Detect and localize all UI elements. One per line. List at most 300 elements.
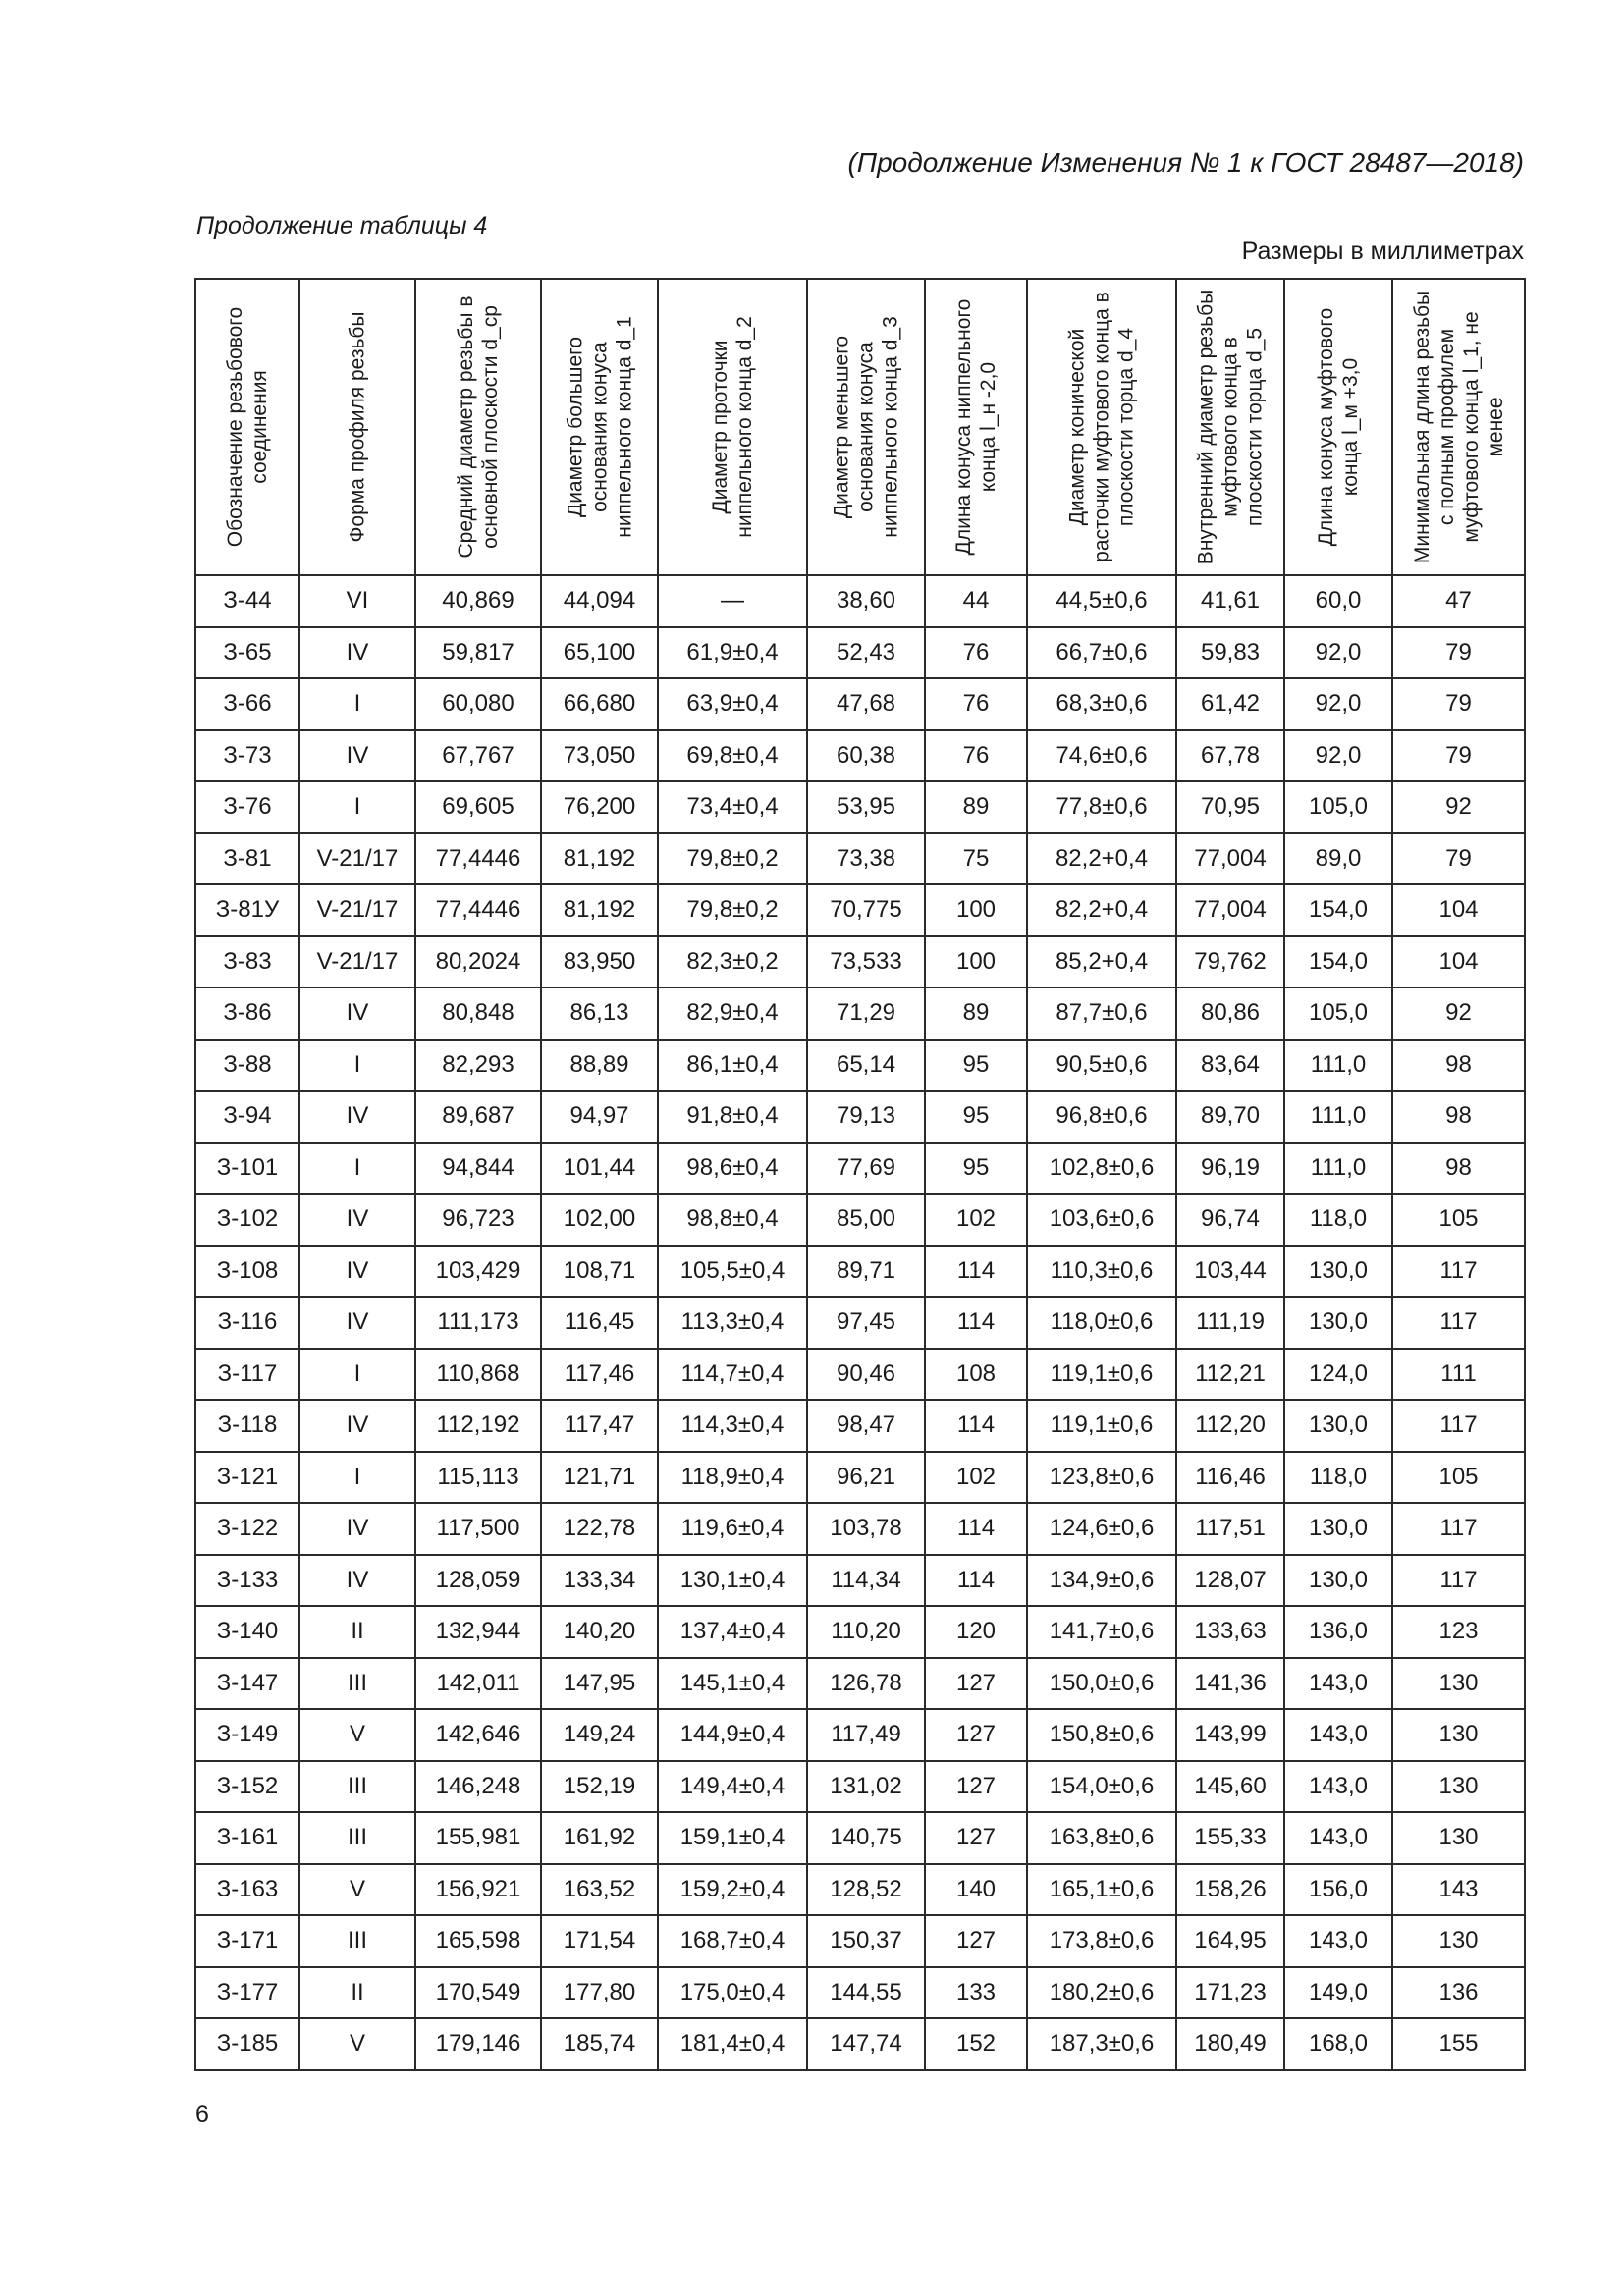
table-cell: 130 (1392, 1709, 1525, 1761)
table-cell: 159,2±0,4 (658, 1864, 807, 1916)
table-cell: З-65 (195, 627, 299, 679)
table-cell: 114,34 (807, 1555, 925, 1607)
table-cell: 96,74 (1176, 1194, 1284, 1246)
table-cell: 112,20 (1176, 1400, 1284, 1452)
table-cell: 44 (925, 575, 1027, 627)
table-cell: 114,3±0,4 (658, 1400, 807, 1452)
table-cell: 98 (1392, 1040, 1525, 1092)
table-body (195, 575, 1525, 2070)
col-header-d4 (1027, 279, 1176, 575)
table-row (195, 1915, 1525, 1967)
table-cell: З-44 (195, 575, 299, 627)
table-cell: III (299, 1658, 415, 1710)
table-cell: 150,0±0,6 (1027, 1658, 1176, 1710)
table-cell: 96,21 (807, 1452, 925, 1504)
table-cell: 105,0 (1284, 781, 1392, 833)
col-header-d2-text: Диаметр проточки ниппельного конца d_2 (709, 316, 756, 538)
table-cell: 68,3±0,6 (1027, 678, 1176, 730)
table-cell: 95 (925, 1091, 1027, 1143)
table-cell: 152,19 (541, 1761, 658, 1813)
table-cell: V (299, 1709, 415, 1761)
table-cell: 119,1±0,6 (1027, 1400, 1176, 1452)
table-cell: IV (299, 988, 415, 1040)
table-cell: 98 (1392, 1091, 1525, 1143)
table-cell: 100 (925, 936, 1027, 988)
table-cell: II (299, 1967, 415, 2019)
col-header-dcp (415, 279, 541, 575)
table-cell: 110,20 (807, 1606, 925, 1658)
table-cell: 164,95 (1176, 1915, 1284, 1967)
table-cell: IV (299, 1297, 415, 1349)
table-cell: З-81У (195, 884, 299, 936)
table-cell: 187,3±0,6 (1027, 2018, 1176, 2070)
table-cell: 185,74 (541, 2018, 658, 2070)
table-cell: 63,9±0,4 (658, 678, 807, 730)
table-row (195, 730, 1525, 782)
table-cell: 179,146 (415, 2018, 541, 2070)
table-cell: 112,21 (1176, 1349, 1284, 1401)
table-cell: 145,60 (1176, 1761, 1284, 1813)
table-cell: З-117 (195, 1349, 299, 1401)
table-cell: 96,723 (415, 1194, 541, 1246)
table-cell: 141,36 (1176, 1658, 1284, 1710)
table-caption: Продолжение таблицы 4 (196, 212, 488, 240)
table-cell: 85,00 (807, 1194, 925, 1246)
table-row (195, 1606, 1525, 1658)
table-cell: 114 (925, 1503, 1027, 1555)
col-header-ln (925, 279, 1027, 575)
table-cell: I (299, 1143, 415, 1195)
table-cell: 103,78 (807, 1503, 925, 1555)
table-cell: 155,33 (1176, 1812, 1284, 1864)
table-cell: 113,3±0,4 (658, 1297, 807, 1349)
table-cell: 103,6±0,6 (1027, 1194, 1176, 1246)
table-cell: 124,6±0,6 (1027, 1503, 1176, 1555)
table-cell: 141,7±0,6 (1027, 1606, 1176, 1658)
thread-dimensions-table (194, 278, 1526, 2071)
table-cell: 130,0 (1284, 1503, 1392, 1555)
table-cell: 117 (1392, 1555, 1525, 1607)
col-header-dcp-text: Средний диаметр резьбы в основной плоскости d_ср (455, 295, 502, 559)
table-cell: 128,52 (807, 1864, 925, 1916)
table-cell: 75 (925, 833, 1027, 885)
table-cell: 136 (1392, 1967, 1525, 2019)
table-cell: 132,944 (415, 1606, 541, 1658)
table-cell: З-149 (195, 1709, 299, 1761)
table-cell: 168,7±0,4 (658, 1915, 807, 1967)
table-cell: 74,6±0,6 (1027, 730, 1176, 782)
table-cell: 143,99 (1176, 1709, 1284, 1761)
table-cell: 117,49 (807, 1709, 925, 1761)
table-cell: З-161 (195, 1812, 299, 1864)
col-header-lm (1284, 279, 1392, 575)
table-cell: 77,004 (1176, 833, 1284, 885)
col-header-profile (299, 279, 415, 575)
table-cell: 61,9±0,4 (658, 627, 807, 679)
table-cell: 143,0 (1284, 1915, 1392, 1967)
table-cell: I (299, 678, 415, 730)
table-cell: I (299, 781, 415, 833)
table-cell: 73,533 (807, 936, 925, 988)
table-cell: З-81 (195, 833, 299, 885)
table-cell: 85,2+0,4 (1027, 936, 1176, 988)
table-cell: 83,950 (541, 936, 658, 988)
table-row (195, 575, 1525, 627)
table-cell: IV (299, 1503, 415, 1555)
col-header-designation-text: Обозначение резьбового соединения (224, 306, 271, 548)
table-cell: 80,2024 (415, 936, 541, 988)
table-cell: 77,69 (807, 1143, 925, 1195)
table-cell: 100 (925, 884, 1027, 936)
table-row (195, 2018, 1525, 2070)
table-cell: 181,4±0,4 (658, 2018, 807, 2070)
table-cell: 130 (1392, 1812, 1525, 1864)
table-cell: 92,0 (1284, 627, 1392, 679)
table-cell: 73,050 (541, 730, 658, 782)
table-cell: 126,78 (807, 1658, 925, 1710)
table-cell: 70,775 (807, 884, 925, 936)
table-cell: 103,44 (1176, 1246, 1284, 1298)
table-cell: 59,817 (415, 627, 541, 679)
table-cell: 89,71 (807, 1246, 925, 1298)
table-cell: 123,8±0,6 (1027, 1452, 1176, 1504)
table-cell: 79 (1392, 627, 1525, 679)
table-cell: 117,46 (541, 1349, 658, 1401)
table-cell: 103,429 (415, 1246, 541, 1298)
table-cell: 154,0 (1284, 936, 1392, 988)
table-cell: 77,4446 (415, 833, 541, 885)
table-cell: 140,75 (807, 1812, 925, 1864)
table-cell: 79 (1392, 678, 1525, 730)
table-cell: 119,1±0,6 (1027, 1349, 1176, 1401)
table-cell: 92 (1392, 781, 1525, 833)
table-cell: 97,45 (807, 1297, 925, 1349)
table-cell: 175,0±0,4 (658, 1967, 807, 2019)
table-cell: З-116 (195, 1297, 299, 1349)
table-cell: 168,0 (1284, 2018, 1392, 2070)
table-cell: 155 (1392, 2018, 1525, 2070)
table-cell: V-21/17 (299, 884, 415, 936)
table-cell: 92 (1392, 988, 1525, 1040)
col-header-l1 (1392, 279, 1525, 575)
table-cell: 44,5±0,6 (1027, 575, 1176, 627)
table-cell: 70,95 (1176, 781, 1284, 833)
table-cell: 154,0 (1284, 884, 1392, 936)
table-row (195, 833, 1525, 885)
table-cell: 121,71 (541, 1452, 658, 1504)
table-cell: 110,3±0,6 (1027, 1246, 1176, 1298)
table-cell: 89,0 (1284, 833, 1392, 885)
table-cell: 155,981 (415, 1812, 541, 1864)
table-row (195, 1555, 1525, 1607)
table-cell: 82,3±0,2 (658, 936, 807, 988)
table-cell: 98 (1392, 1143, 1525, 1195)
table-cell: 82,2+0,4 (1027, 833, 1176, 885)
table-row (195, 884, 1525, 936)
table-cell: 91,8±0,4 (658, 1091, 807, 1143)
table-cell: 170,549 (415, 1967, 541, 2019)
table-cell: 77,8±0,6 (1027, 781, 1176, 833)
table-cell: 180,49 (1176, 2018, 1284, 2070)
table-cell: 82,293 (415, 1040, 541, 1092)
table-cell: 65,100 (541, 627, 658, 679)
table-cell: 156,0 (1284, 1864, 1392, 1916)
table-cell: З-171 (195, 1915, 299, 1967)
table-cell: 180,2±0,6 (1027, 1967, 1176, 2019)
table-cell: 60,0 (1284, 575, 1392, 627)
table-cell: 165,598 (415, 1915, 541, 1967)
table-cell: 165,1±0,6 (1027, 1864, 1176, 1916)
units-note: Размеры в миллиметрах (1241, 238, 1524, 265)
table-cell: 47 (1392, 575, 1525, 627)
col-header-ln-text: Длина конуса ниппельного конца l_н -2,0 (952, 298, 1000, 556)
table-cell: 128,07 (1176, 1555, 1284, 1607)
table-cell: IV (299, 627, 415, 679)
table-cell: 79,13 (807, 1091, 925, 1143)
table-cell: 117,47 (541, 1400, 658, 1452)
table-cell: I (299, 1452, 415, 1504)
table-cell: 105,5±0,4 (658, 1246, 807, 1298)
table-cell: 98,6±0,4 (658, 1143, 807, 1195)
table-cell: 122,78 (541, 1503, 658, 1555)
table-cell: 149,0 (1284, 1967, 1392, 2019)
table-row (195, 1864, 1525, 1916)
table-cell: З-88 (195, 1040, 299, 1092)
table-cell: 67,767 (415, 730, 541, 782)
table-cell: 114 (925, 1400, 1027, 1452)
col-header-d1-text: Диаметр большего основания конуса ниппельного конца d_1 (564, 316, 635, 538)
table-cell: III (299, 1812, 415, 1864)
table-cell: 149,4±0,4 (658, 1761, 807, 1813)
table-cell: I (299, 1349, 415, 1401)
table-cell: З-66 (195, 678, 299, 730)
table-cell: 163,52 (541, 1864, 658, 1916)
table-cell: 118,0 (1284, 1194, 1392, 1246)
table-cell: IV (299, 1555, 415, 1607)
table-cell: 111,0 (1284, 1091, 1392, 1143)
table-cell: 173,8±0,6 (1027, 1915, 1176, 1967)
table-cell: З-102 (195, 1194, 299, 1246)
col-header-d4-text: Диаметр конической расточки муфтового конца в плоскости торца d_4 (1065, 292, 1138, 562)
table-cell: V (299, 2018, 415, 2070)
table-row (195, 1967, 1525, 2019)
col-header-d5-text: Внутренний диаметр резьбы муфтового конца в плоскости торца d_5 (1194, 289, 1267, 565)
table-cell: 119,6±0,4 (658, 1503, 807, 1555)
table-cell: 130,0 (1284, 1555, 1392, 1607)
col-header-designation (195, 279, 299, 575)
table-cell: 124,0 (1284, 1349, 1392, 1401)
header-row (195, 279, 1525, 575)
table-cell: 127 (925, 1709, 1027, 1761)
table-cell: З-147 (195, 1658, 299, 1710)
table-cell: V-21/17 (299, 833, 415, 885)
table-cell: 101,44 (541, 1143, 658, 1195)
table-cell: 65,14 (807, 1040, 925, 1092)
table-cell: 82,2+0,4 (1027, 884, 1176, 936)
table-row (195, 1246, 1525, 1298)
table-cell: III (299, 1761, 415, 1813)
table-cell: 143,0 (1284, 1709, 1392, 1761)
table-cell: 79,8±0,2 (658, 884, 807, 936)
table-row (195, 988, 1525, 1040)
table-cell: VI (299, 575, 415, 627)
table-cell: 154,0±0,6 (1027, 1761, 1176, 1813)
table-cell: 144,55 (807, 1967, 925, 2019)
col-header-d2 (658, 279, 807, 575)
table-cell: 105 (1392, 1194, 1525, 1246)
table-cell: З-86 (195, 988, 299, 1040)
table-cell: 81,192 (541, 884, 658, 936)
table-cell: 92,0 (1284, 730, 1392, 782)
table-cell: 69,605 (415, 781, 541, 833)
table-cell: 118,0 (1284, 1452, 1392, 1504)
table-cell: 81,192 (541, 833, 658, 885)
table-cell: 114 (925, 1246, 1027, 1298)
table-cell: 102,00 (541, 1194, 658, 1246)
table-cell: IV (299, 730, 415, 782)
col-header-d1 (541, 279, 658, 575)
table-cell: 73,38 (807, 833, 925, 885)
table-cell: 140,20 (541, 1606, 658, 1658)
table-cell: 156,921 (415, 1864, 541, 1916)
table-cell: 177,80 (541, 1967, 658, 2019)
table-row (195, 1709, 1525, 1761)
table-cell: 152 (925, 2018, 1027, 2070)
table-cell: 130,0 (1284, 1400, 1392, 1452)
table-cell: V (299, 1864, 415, 1916)
col-header-d5 (1176, 279, 1284, 575)
table-cell: 108,71 (541, 1246, 658, 1298)
table-cell: 127 (925, 1812, 1027, 1864)
table-cell: 89 (925, 988, 1027, 1040)
table-cell: 133 (925, 1967, 1027, 2019)
table-cell: З-76 (195, 781, 299, 833)
table-cell: 117,51 (1176, 1503, 1284, 1555)
table-cell: 127 (925, 1761, 1027, 1813)
col-header-d3-text: Диаметр меньшего основания конуса ниппельного конца d_3 (830, 316, 902, 538)
table-row (195, 1503, 1525, 1555)
table-cell: 117,500 (415, 1503, 541, 1555)
table-cell: З-83 (195, 936, 299, 988)
table-cell: 133,63 (1176, 1606, 1284, 1658)
table-row (195, 1091, 1525, 1143)
table-cell: 71,29 (807, 988, 925, 1040)
table-cell: 79 (1392, 833, 1525, 885)
table-cell: 150,8±0,6 (1027, 1709, 1176, 1761)
table-cell: 98,47 (807, 1400, 925, 1452)
table-cell: 130,0 (1284, 1297, 1392, 1349)
table-cell: 143 (1392, 1864, 1525, 1916)
table-cell: 143,0 (1284, 1812, 1392, 1864)
table-row (195, 1194, 1525, 1246)
table-cell: 111,173 (415, 1297, 541, 1349)
table-cell: 90,46 (807, 1349, 925, 1401)
table-cell: 89 (925, 781, 1027, 833)
table-cell: 76 (925, 627, 1027, 679)
table-cell: 102 (925, 1452, 1027, 1504)
table-cell: 158,26 (1176, 1864, 1284, 1916)
table-cell: 114 (925, 1555, 1027, 1607)
table-cell: 60,38 (807, 730, 925, 782)
table-cell: 111,0 (1284, 1143, 1392, 1195)
table-cell: 112,192 (415, 1400, 541, 1452)
table-cell: 142,011 (415, 1658, 541, 1710)
table-cell: 110,868 (415, 1349, 541, 1401)
table-cell: 104 (1392, 884, 1525, 936)
document-reference: (Продолжение Изменения № 1 к ГОСТ 28487—2018) (847, 147, 1524, 178)
table-cell: З-140 (195, 1606, 299, 1658)
table-cell: 88,89 (541, 1040, 658, 1092)
table-cell: 143,0 (1284, 1761, 1392, 1813)
table-cell: 130 (1392, 1915, 1525, 1967)
table-cell: 87,7±0,6 (1027, 988, 1176, 1040)
table-cell: 73,4±0,4 (658, 781, 807, 833)
table-cell: 98,8±0,4 (658, 1194, 807, 1246)
col-header-l1-text: Минимальная длина резьбы с полным профилем муфтового конца l_1, не менее (1410, 290, 1507, 564)
table-cell: 77,4446 (415, 884, 541, 936)
table-cell: 118,0±0,6 (1027, 1297, 1176, 1349)
table-cell: 159,1±0,4 (658, 1812, 807, 1864)
table-cell: 118,9±0,4 (658, 1452, 807, 1504)
table-cell: 147,74 (807, 2018, 925, 2070)
table-cell: 111 (1392, 1349, 1525, 1401)
table-row (195, 1658, 1525, 1710)
table-cell: 96,19 (1176, 1143, 1284, 1195)
table-cell: 52,43 (807, 627, 925, 679)
table-cell: 140 (925, 1864, 1027, 1916)
table-cell: З-101 (195, 1143, 299, 1195)
table-cell: 114,7±0,4 (658, 1349, 807, 1401)
table-cell: 86,1±0,4 (658, 1040, 807, 1092)
table-cell: 76 (925, 730, 1027, 782)
table-row (195, 1812, 1525, 1864)
table-cell: 44,094 (541, 575, 658, 627)
table-cell: 108 (925, 1349, 1027, 1401)
table-cell: 89,687 (415, 1091, 541, 1143)
table-cell: 137,4±0,4 (658, 1606, 807, 1658)
table-cell: 105 (1392, 1452, 1525, 1504)
table-row (195, 1143, 1525, 1195)
col-header-profile-text: Форма профиля резьбы (346, 311, 369, 543)
table-cell: 79,762 (1176, 936, 1284, 988)
table-cell: II (299, 1606, 415, 1658)
table-cell: 77,004 (1176, 884, 1284, 936)
table-cell: 161,92 (541, 1812, 658, 1864)
table-cell: 123 (1392, 1606, 1525, 1658)
table-cell: V-21/17 (299, 936, 415, 988)
table-cell: III (299, 1915, 415, 1967)
table-cell: 61,42 (1176, 678, 1284, 730)
table-cell: 114 (925, 1297, 1027, 1349)
table-cell: 117 (1392, 1297, 1525, 1349)
table-cell: 163,8±0,6 (1027, 1812, 1176, 1864)
table-cell: З-73 (195, 730, 299, 782)
table-cell: 120 (925, 1606, 1027, 1658)
table-cell: З-185 (195, 2018, 299, 2070)
table-cell: 76,200 (541, 781, 658, 833)
table-cell: 145,1±0,4 (658, 1658, 807, 1710)
col-header-d3 (807, 279, 925, 575)
table-cell: 105,0 (1284, 988, 1392, 1040)
table-cell: 130,1±0,4 (658, 1555, 807, 1607)
table-cell: 53,95 (807, 781, 925, 833)
table-cell: 66,680 (541, 678, 658, 730)
table-cell: 59,83 (1176, 627, 1284, 679)
table-cell: 67,78 (1176, 730, 1284, 782)
table-cell: З-152 (195, 1761, 299, 1813)
table-row (195, 678, 1525, 730)
table-cell: 117 (1392, 1246, 1525, 1298)
